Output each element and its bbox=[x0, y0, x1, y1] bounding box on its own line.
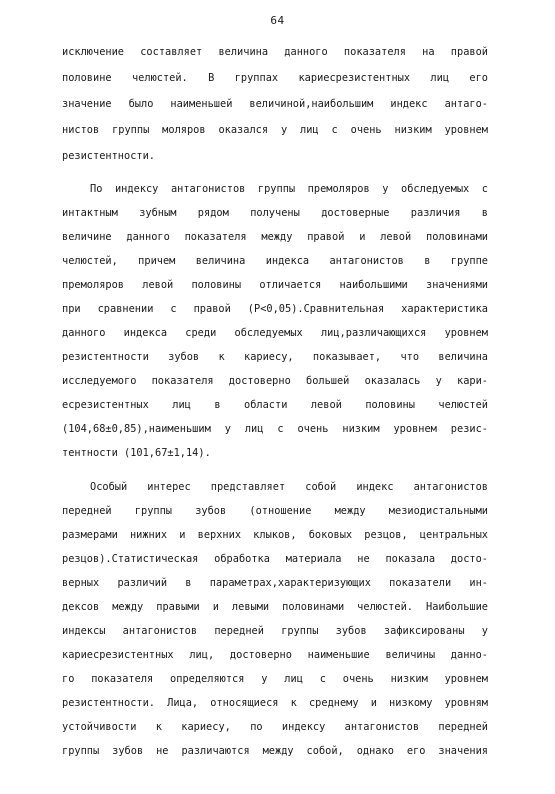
text-line: устойчивости к кариесу, по индексу антагонистов передней bbox=[62, 721, 488, 733]
text-line: величине данного показателя между правой и левой половинами bbox=[62, 231, 488, 243]
text-line: данного индекса среди обследуемых лиц,различающихся уровнем bbox=[62, 327, 488, 339]
text-line: резистентности. Лица, относящиеся к среднему и низкому уровням bbox=[62, 697, 488, 709]
text-line: индексы антагонистов передней группы зубов зафиксированы у bbox=[62, 625, 488, 637]
text-line: дексов между правыми и левыми половинами челюстей. Наибольшие bbox=[62, 601, 488, 613]
page-number: 64 bbox=[270, 14, 285, 27]
text-line: передней группы зубов (отношение между мезиодистальными bbox=[62, 505, 488, 517]
text-line: значение было наименьшей величиной,наибольшим индекс антаго- bbox=[62, 98, 488, 110]
text-line: премоляров левой половины отличается наибольшими значениями bbox=[62, 279, 488, 291]
text-line: исключение составляет величина данного показателя на правой bbox=[62, 46, 488, 58]
text-line: резцов).Статистическая обработка материала не показала досто- bbox=[62, 553, 488, 565]
text-line: Особый интерес представляет собой индекс антагонистов bbox=[90, 481, 488, 493]
text-line: интактным зубным рядом получены достоверные различия в bbox=[62, 207, 488, 219]
text-line: группы зубов не различаются между собой, однако его значения bbox=[62, 745, 488, 757]
text-line: (104,68±0,85),наименьшим у лиц с очень низким уровнем резис- bbox=[62, 423, 488, 435]
text-line: тентности (101,67±1,14). bbox=[62, 447, 211, 459]
text-line: кариесрезистентных лиц, достоверно наименьшие величины данно- bbox=[62, 649, 488, 661]
text-line: По индексу антагонистов группы премоляров у обследуемых с bbox=[90, 183, 488, 195]
text-line: при сравнении с правой (Р<0,05).Сравнительная характеристика bbox=[62, 303, 488, 315]
text-line: есрезистентных лиц в области левой половины челюстей bbox=[62, 399, 488, 411]
text-line: верных различий в параметрах,характеризующих показатели ин- bbox=[62, 577, 488, 589]
text-line: половине челюстей. В группах кариесрезистентных лиц его bbox=[62, 72, 488, 84]
text-line: резистентности. bbox=[62, 150, 155, 162]
text-line: резистентности зубов к кариесу, показывает, что величина bbox=[62, 351, 488, 363]
text-line: челюстей, причем величина индекса антагонистов в группе bbox=[62, 255, 488, 267]
text-line: го показателя определяются у лиц с очень низким уровнем bbox=[62, 673, 488, 685]
text-line: размерами нижних и верхних клыков, боковых резцов, центральных bbox=[62, 529, 488, 541]
text-line: нистов группы моляров оказался у лиц с очень низким уровнем bbox=[62, 124, 488, 136]
text-line: исследуемого показателя достоверно большей оказалась у кари- bbox=[62, 375, 488, 387]
